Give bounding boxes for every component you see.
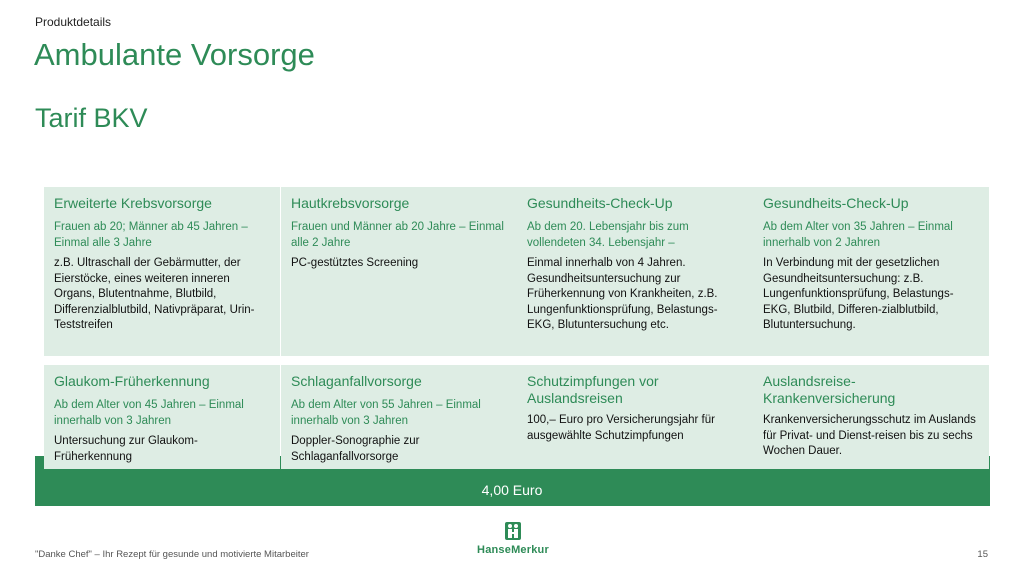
hansemerkur-logo-icon [505, 522, 521, 540]
card-description: In Verbindung mit der gesetzlichen Gesundheitsuntersuchung: z.B. Lungenfunktionsprüfung, Belastungs-EKG, Blutbild, Differen-zialblutbild, Blutuntersuchung. [763, 257, 954, 331]
hansemerkur-logo [476, 522, 550, 560]
card-glaukom-frueherkennung [44, 365, 280, 469]
card-title: Glaukom-Früherkennung [54, 373, 210, 389]
card-title: Gesundheits-Check-Up [527, 195, 673, 211]
card-title: Hautkrebsvorsorge [291, 195, 410, 211]
card-description: 100,– Euro pro Versicherungsjahr für ausgewählte Schutzimpfungen [527, 414, 715, 442]
footer-text: "Danke Chef" – Ihr Rezept für gesunde und motivierte Mitarbeiter [35, 549, 309, 560]
card-description: z.B. Ultraschall der Gebärmutter, der Eierstöcke, eines weiteren inneren Organs, Blutentnahme, Blutbild, Differenzialblutbild, Nativpräparat, Urin-Teststreifen [54, 257, 255, 331]
card-gesundheits-check-up-35 [753, 187, 989, 356]
card-title: Erweiterte Krebsvorsorge [54, 195, 212, 211]
card-description: PC-gestütztes Screening [291, 257, 419, 269]
card-description: Einmal innerhalb von 4 Jahren. Gesundheitsuntersuchung zur Früherkennung von Krankheiten, z.B. Lungenfunktionsprüfung, Belastungs-EKG, Blutuntersuchung etc. [527, 257, 718, 331]
card-erweiterte-krebsvorsorge [44, 187, 280, 356]
page-title: Ambulante Vorsorge [34, 37, 315, 72]
card-schlaganfallvorsorge [281, 365, 517, 469]
card-hautkrebsvorsorge [281, 187, 517, 356]
logo-text: HanseMerkur [477, 544, 549, 556]
card-description: Krankenversicherungsschutz im Auslands für Privat- und Dienst-reisen bis zu sechs Wochen Dauer. [763, 414, 976, 457]
card-description: Doppler-Sonographie zur Schlaganfallvorsorge [291, 435, 420, 463]
card-title: Auslandsreise-Krankenversicherung [763, 373, 896, 406]
card-description: Untersuchung zur Glaukom-Früherkennung [54, 435, 198, 463]
page-number: 15 [977, 549, 988, 560]
card-auslandsreise-kv [753, 365, 989, 469]
price-label: 4,00 Euro [481, 482, 543, 498]
card-condition: Ab dem Alter von 35 Jahren – Einmal innerhalb von 2 Jahren [763, 221, 953, 249]
card-condition: Frauen ab 20; Männer ab 45 Jahren – Einmal alle 3 Jahre [54, 221, 248, 249]
card-title: Schutzimpfungen vor Auslandsreisen [527, 373, 659, 406]
card-condition: Ab dem Alter von 45 Jahren – Einmal innerhalb von 3 Jahren [54, 399, 244, 427]
card-condition: Frauen und Männer ab 20 Jahre – Einmal alle 2 Jahre [291, 221, 504, 249]
card-title: Gesundheits-Check-Up [763, 195, 909, 211]
card-condition: Ab dem Alter von 55 Jahren – Einmal innerhalb von 3 Jahren [291, 399, 481, 427]
section-kicker: Produktdetails [35, 15, 112, 29]
card-title: Schlaganfallvorsorge [291, 373, 422, 389]
page-subtitle: Tarif BKV [35, 103, 148, 133]
card-schutzimpfungen [517, 365, 753, 469]
card-condition: Ab dem 20. Lebensjahr bis zum vollendeten 34. Lebensjahr – [527, 221, 689, 249]
card-gesundheits-check-up-20 [517, 187, 753, 356]
